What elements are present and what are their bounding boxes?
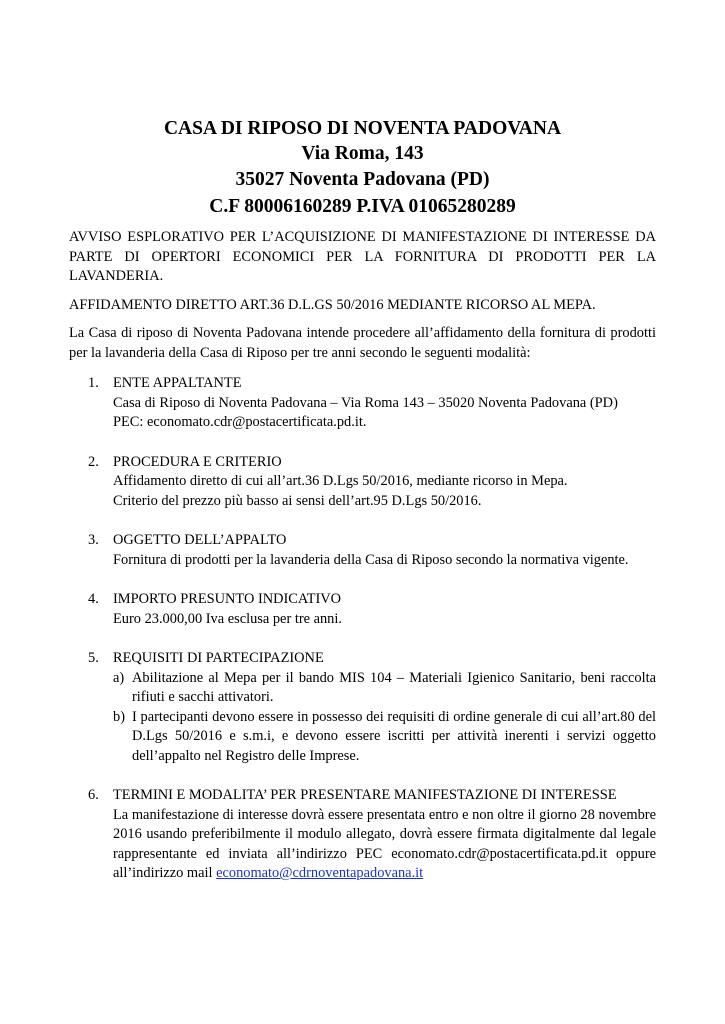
section-number: 2.: [88, 453, 99, 470]
section-1: [69, 374, 656, 433]
section-title: PROCEDURA E CRITERIO: [113, 453, 282, 470]
requirement-letter: b): [113, 708, 125, 725]
letterhead: [0, 116, 725, 220]
institution-city: 35027 Noventa Padovana (PD): [235, 169, 490, 190]
document-body: [69, 228, 656, 904]
section-line: Affidamento diretto di cui all’art.36 D.Lgs 50/2016, mediante ricorso in Mepa.: [113, 473, 568, 489]
section-3: [69, 531, 656, 570]
section-line: PEC: economato.cdr@postacertificata.pd.it.: [113, 414, 367, 430]
requirement-item: [113, 669, 656, 708]
requirement-text: Abilitazione al Mepa per il bando MIS 104 – Materiali Igienico Sanitario, beni raccolta rifiuti e sacchi attivatori.: [132, 669, 656, 705]
section-title: TERMINI E MODALITA’ PER PRESENTARE MANIFESTAZIONE DI INTERESSE: [113, 787, 617, 803]
section-number: 5.: [88, 650, 99, 666]
institution-tax-ids: C.F 80006160289 P.IVA 01065280289: [209, 196, 516, 217]
email-link[interactable]: economato@cdrnoventapadovana.it: [216, 865, 424, 881]
section-number: 4.: [88, 591, 99, 607]
section-line: Euro 23.000,00 Iva esclusa per tre anni.: [113, 610, 342, 627]
section-5: [69, 649, 656, 766]
section-title: ENTE APPALTANTE: [113, 375, 242, 391]
section-4: [69, 590, 656, 629]
requirement-letter: a): [113, 669, 125, 686]
section-title: IMPORTO PRESUNTO INDICATIVO: [113, 591, 342, 607]
section-title: REQUISITI DI PARTECIPAZIONE: [113, 650, 324, 666]
procurement-type: AFFIDAMENTO DIRETTO ART.36 D.L.GS 50/2016 MEDIANTE RICORSO AL MEPA.: [69, 296, 596, 313]
section-line: Casa di Riposo di Noventa Padovana – Via Roma 143 – 35020 Noventa Padovana (PD): [113, 394, 618, 411]
section-2: [69, 453, 656, 512]
section-number: 1.: [88, 375, 99, 391]
requirement-text: I partecipanti devono essere in possesso dei requisiti di ordine generale di cui all’art.80 del D.Lgs 50/2016 e s.m.i, e devono essere iscritti per attività inerenti i servizi oggetto dell’appalto nel Registro delle Imprese.: [132, 708, 656, 764]
intro-paragraph: La Casa di riposo di Noventa Padovana intende procedere all’affidamento della fornitura di prodotti per la lavanderia della Casa di Riposo per tre anni secondo le seguenti modalità:: [69, 325, 656, 361]
notice-title: AVVISO ESPLORATIVO PER L’ACQUISIZIONE DI MANIFESTAZIONE DI INTERESSE DA PARTE DI OPERTORI ECONOMICI PER LA FORNITURA DI PRODOTTI PER LA LAVANDERIA.: [69, 229, 656, 284]
section-line: Criterio del prezzo più basso ai sensi dell’art.95 D.Lgs 50/2016.: [113, 492, 482, 509]
requirements-list: [113, 669, 656, 767]
sections-list: [69, 374, 656, 884]
section-title: OGGETTO DELL’APPALTO: [113, 532, 287, 548]
institution-street: Via Roma, 143: [301, 143, 424, 164]
section-line: Fornitura di prodotti per la lavanderia della Casa di Riposo secondo la normativa vigente.: [113, 551, 629, 568]
institution-title: CASA DI RIPOSO DI NOVENTA PADOVANA: [163, 118, 562, 139]
section-number: 3.: [88, 532, 99, 548]
submission-text: La manifestazione di interesse dovrà essere presentata entro e non oltre il giorno 28 novembre 2016 usando preferibilmente il modulo allegato, dovrà essere firmata digitalmente dal legale rappresentante ed inviata all’indirizzo PEC economato.cdr@postacertificata.pd.it oppure all’indirizzo mail: [113, 806, 656, 881]
requirement-item: [113, 708, 656, 767]
section-6: [69, 786, 656, 884]
submission-paragraph: [113, 806, 656, 884]
section-number: 6.: [88, 787, 99, 803]
